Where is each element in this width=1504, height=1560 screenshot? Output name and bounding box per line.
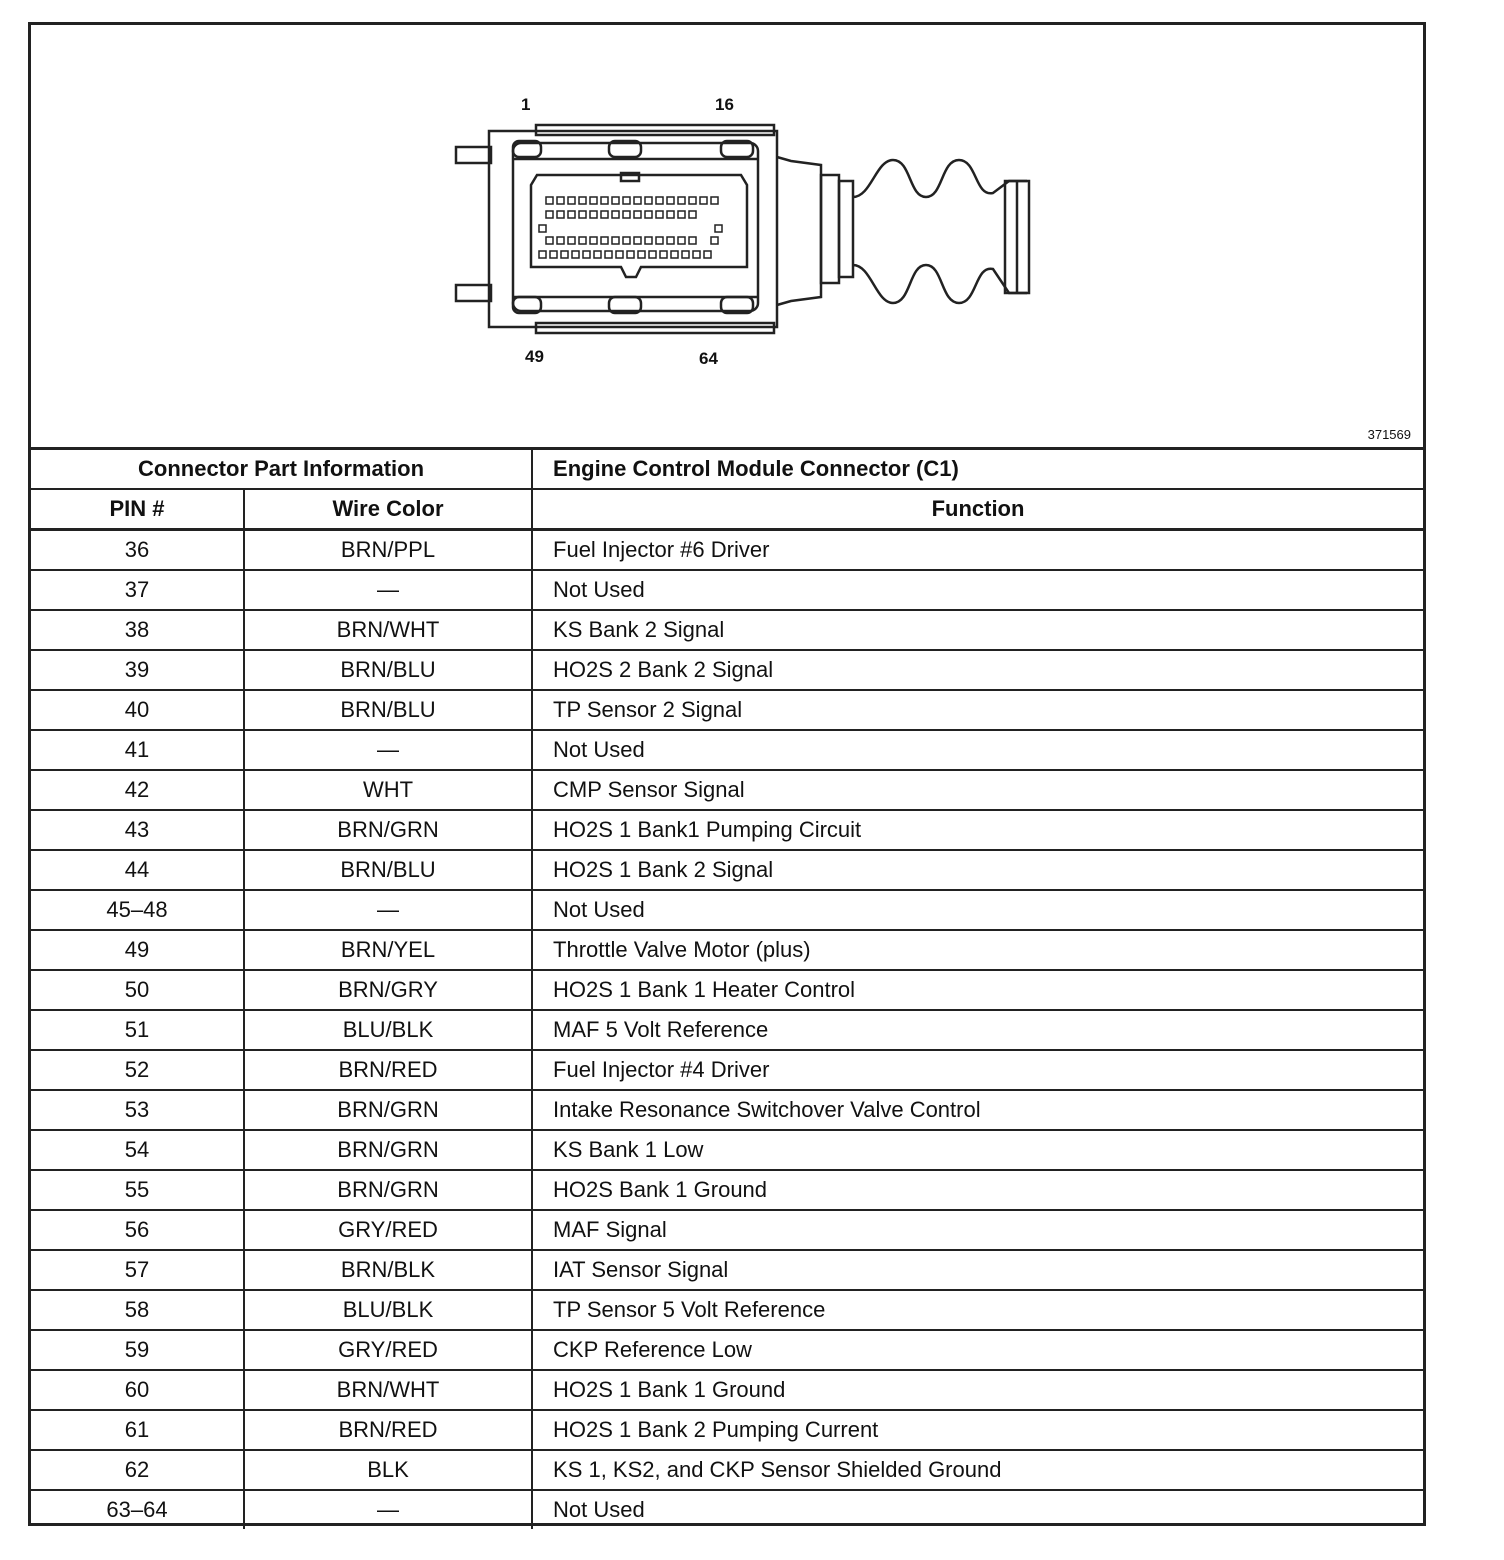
pin-rows [31, 530, 1423, 1530]
wire-color-cell: BRN/GRN [244, 1130, 532, 1170]
pin-cell: 40 [31, 690, 244, 730]
pin-cell: 41 [31, 730, 244, 770]
table-row [31, 1090, 1423, 1130]
function-cell: HO2S 1 Bank 1 Ground [532, 1370, 1423, 1410]
table-row [31, 650, 1423, 690]
pin-column-header: PIN # [31, 489, 244, 530]
function-cell: CKP Reference Low [532, 1330, 1423, 1370]
table-row [31, 730, 1423, 770]
wire-color-cell: BRN/BLU [244, 850, 532, 890]
function-cell: Not Used [532, 570, 1423, 610]
pin-cell: 55 [31, 1170, 244, 1210]
wire-color-column-header: Wire Color [244, 489, 532, 530]
wire-color-cell: BRN/YEL [244, 930, 532, 970]
pin-cell: 36 [31, 530, 244, 571]
table-row [31, 1050, 1423, 1090]
wire-color-cell: BLK [244, 1450, 532, 1490]
function-cell: Fuel Injector #4 Driver [532, 1050, 1423, 1090]
pin-cell: 42 [31, 770, 244, 810]
wire-color-cell: — [244, 730, 532, 770]
table-row [31, 530, 1423, 571]
wire-color-cell: BRN/WHT [244, 610, 532, 650]
wire-color-cell: GRY/RED [244, 1210, 532, 1250]
table-row [31, 610, 1423, 650]
function-cell: HO2S 1 Bank 1 Heater Control [532, 970, 1423, 1010]
pin-cell: 60 [31, 1370, 244, 1410]
pin-label-64: 64 [699, 349, 718, 368]
table-row [31, 970, 1423, 1010]
table-row [31, 570, 1423, 610]
pin-cell: 39 [31, 650, 244, 690]
connector-drawing [31, 25, 1429, 447]
pin-cell: 38 [31, 610, 244, 650]
wire-color-cell: BRN/BLU [244, 690, 532, 730]
wire-color-cell: BLU/BLK [244, 1010, 532, 1050]
wire-color-cell: — [244, 890, 532, 930]
pin-label-16: 16 [715, 95, 734, 114]
table-row [31, 850, 1423, 890]
connector-part-info-header: Connector Part Information [31, 449, 532, 490]
function-cell: HO2S 1 Bank1 Pumping Circuit [532, 810, 1423, 850]
module-connector-header: Engine Control Module Connector (C1) [532, 449, 1423, 490]
table-row [31, 1370, 1423, 1410]
wire-color-cell: WHT [244, 770, 532, 810]
wire-color-cell: BRN/GRN [244, 810, 532, 850]
pin-cell: 45–48 [31, 890, 244, 930]
table-row [31, 770, 1423, 810]
function-cell: MAF Signal [532, 1210, 1423, 1250]
function-cell: HO2S 2 Bank 2 Signal [532, 650, 1423, 690]
table-row [31, 1210, 1423, 1250]
connector-figure [31, 25, 1423, 447]
wire-color-cell: BRN/WHT [244, 1370, 532, 1410]
table-row [31, 1130, 1423, 1170]
function-cell: Fuel Injector #6 Driver [532, 530, 1423, 571]
function-cell: KS Bank 1 Low [532, 1130, 1423, 1170]
wire-color-cell: BRN/GRY [244, 970, 532, 1010]
wire-color-cell: — [244, 570, 532, 610]
table-row [31, 1010, 1423, 1050]
function-cell: KS Bank 2 Signal [532, 610, 1423, 650]
function-cell: Not Used [532, 730, 1423, 770]
function-cell: IAT Sensor Signal [532, 1250, 1423, 1290]
pin-cell: 63–64 [31, 1490, 244, 1529]
function-cell: CMP Sensor Signal [532, 770, 1423, 810]
pin-label-49: 49 [525, 347, 544, 366]
function-cell: Not Used [532, 1490, 1423, 1529]
function-cell: MAF 5 Volt Reference [532, 1010, 1423, 1050]
pin-cell: 52 [31, 1050, 244, 1090]
function-cell: Throttle Valve Motor (plus) [532, 930, 1423, 970]
wire-color-cell: BRN/PPL [244, 530, 532, 571]
function-cell: TP Sensor 2 Signal [532, 690, 1423, 730]
pin-table [31, 447, 1423, 1529]
table-row [31, 1170, 1423, 1210]
wire-color-cell: BRN/GRN [244, 1170, 532, 1210]
pin-cell: 49 [31, 930, 244, 970]
pin-cell: 58 [31, 1290, 244, 1330]
column-header-row [31, 489, 1423, 530]
table-row [31, 890, 1423, 930]
wire-color-cell: GRY/RED [244, 1330, 532, 1370]
table-row [31, 1490, 1423, 1529]
pin-cell: 37 [31, 570, 244, 610]
pin-cell: 57 [31, 1250, 244, 1290]
table-row [31, 810, 1423, 850]
function-cell: HO2S Bank 1 Ground [532, 1170, 1423, 1210]
pin-cell: 53 [31, 1090, 244, 1130]
wire-color-cell: BRN/RED [244, 1050, 532, 1090]
wire-color-cell: BLU/BLK [244, 1290, 532, 1330]
function-cell: HO2S 1 Bank 2 Signal [532, 850, 1423, 890]
pin-cell: 43 [31, 810, 244, 850]
wire-color-cell: BRN/BLK [244, 1250, 532, 1290]
pin-cell: 54 [31, 1130, 244, 1170]
figure-id: 371569 [1367, 427, 1411, 442]
pin-cell: 51 [31, 1010, 244, 1050]
pin-cell: 59 [31, 1330, 244, 1370]
pin-cell: 56 [31, 1210, 244, 1250]
function-column-header: Function [532, 489, 1423, 530]
table-title-row [31, 449, 1423, 490]
table-row [31, 1450, 1423, 1490]
wire-color-cell: — [244, 1490, 532, 1529]
function-cell: TP Sensor 5 Volt Reference [532, 1290, 1423, 1330]
pin-cell: 44 [31, 850, 244, 890]
pin-label-1: 1 [521, 95, 531, 114]
function-cell: Intake Resonance Switchover Valve Control [532, 1090, 1423, 1130]
wire-color-cell: BRN/BLU [244, 650, 532, 690]
wire-color-cell: BRN/GRN [244, 1090, 532, 1130]
connector-sheet [28, 22, 1426, 1526]
wire-color-cell: BRN/RED [244, 1410, 532, 1450]
function-cell: KS 1, KS2, and CKP Sensor Shielded Ground [532, 1450, 1423, 1490]
table-row [31, 1410, 1423, 1450]
table-row [31, 1250, 1423, 1290]
pin-cell: 50 [31, 970, 244, 1010]
pin-cell: 61 [31, 1410, 244, 1450]
table-row [31, 1330, 1423, 1370]
function-cell: HO2S 1 Bank 2 Pumping Current [532, 1410, 1423, 1450]
table-row [31, 1290, 1423, 1330]
pin-cell: 62 [31, 1450, 244, 1490]
table-row [31, 690, 1423, 730]
table-row [31, 930, 1423, 970]
function-cell: Not Used [532, 890, 1423, 930]
